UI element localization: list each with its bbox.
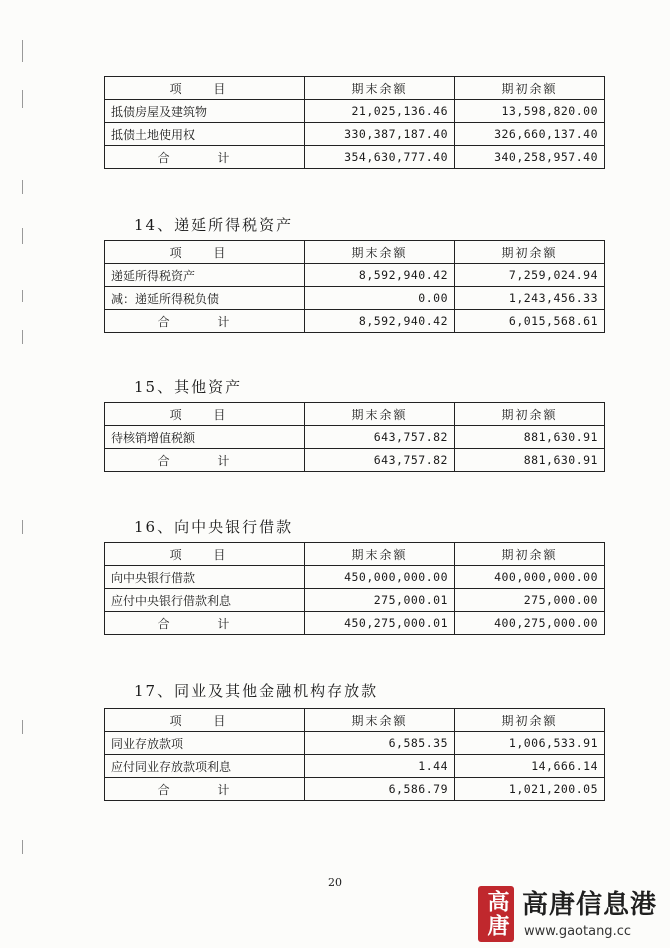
total-row [105, 146, 605, 169]
total-row [105, 310, 605, 333]
total-row [105, 612, 605, 635]
section-14-title: 14、递延所得税资产 [134, 216, 294, 234]
total-end: 6,586.79 [305, 778, 455, 801]
row-label: 抵债房屋及建筑物 [105, 100, 305, 123]
binding-mark [22, 180, 29, 194]
row-label: 递延所得税资产 [105, 264, 305, 287]
table-row [105, 100, 605, 123]
table-row [105, 123, 605, 146]
total-row [105, 449, 605, 472]
central-bank-borrowing-table [104, 542, 605, 635]
total-end: 643,757.82 [305, 449, 455, 472]
binding-mark [22, 840, 29, 854]
table-row [105, 566, 605, 589]
table-header-row [105, 77, 605, 100]
total-begin: 340,258,957.40 [455, 146, 605, 169]
row-end: 330,387,187.40 [305, 123, 455, 146]
total-end: 450,275,000.01 [305, 612, 455, 635]
row-end: 21,025,136.46 [305, 100, 455, 123]
total-end: 354,630,777.40 [305, 146, 455, 169]
other-assets-table [104, 402, 605, 472]
header-end-balance: 期末余额 [305, 403, 455, 426]
header-begin-balance: 期初余额 [455, 77, 605, 100]
row-end: 0.00 [305, 287, 455, 310]
foreclosed-assets-table [104, 76, 605, 169]
section-16-title: 16、向中央银行借款 [134, 518, 294, 536]
total-begin: 6,015,568.61 [455, 310, 605, 333]
total-label: 合 计 [105, 449, 305, 472]
row-begin: 326,660,137.40 [455, 123, 605, 146]
row-label: 抵债土地使用权 [105, 123, 305, 146]
total-begin: 1,021,200.05 [455, 778, 605, 801]
table-header-row [105, 241, 605, 264]
seal-text: 高唐 [484, 890, 509, 938]
total-end: 8,592,940.42 [305, 310, 455, 333]
deferred-tax-table [104, 240, 605, 333]
binding-mark [22, 40, 29, 62]
binding-mark [22, 90, 29, 108]
header-end-balance: 期末余额 [305, 77, 455, 100]
header-begin-balance: 期初余额 [455, 543, 605, 566]
header-end-balance: 期末余额 [305, 543, 455, 566]
table-row [105, 426, 605, 449]
header-item: 项 目 [105, 403, 305, 426]
table-header-row [105, 709, 605, 732]
table-row [105, 755, 605, 778]
header-begin-balance: 期初余额 [455, 241, 605, 264]
site-watermark [478, 884, 668, 946]
row-label: 向中央银行借款 [105, 566, 305, 589]
total-label: 合 计 [105, 612, 305, 635]
header-begin-balance: 期初余额 [455, 709, 605, 732]
header-begin-balance: 期初余额 [455, 403, 605, 426]
binding-mark [22, 720, 29, 734]
watermark-url: www.gaotang.cc [524, 924, 631, 939]
binding-mark [22, 520, 29, 534]
table-row [105, 732, 605, 755]
header-item: 项 目 [105, 709, 305, 732]
total-row [105, 778, 605, 801]
total-label: 合 计 [105, 778, 305, 801]
row-end: 1.44 [305, 755, 455, 778]
row-begin: 13,598,820.00 [455, 100, 605, 123]
total-begin: 881,630.91 [455, 449, 605, 472]
total-label: 合 计 [105, 146, 305, 169]
row-begin: 881,630.91 [455, 426, 605, 449]
row-begin: 1,243,456.33 [455, 287, 605, 310]
table-row [105, 589, 605, 612]
row-label: 应付同业存放款项利息 [105, 755, 305, 778]
total-label: 合 计 [105, 310, 305, 333]
section-15-title: 15、其他资产 [134, 378, 243, 396]
total-begin: 400,275,000.00 [455, 612, 605, 635]
row-begin: 1,006,533.91 [455, 732, 605, 755]
row-end: 643,757.82 [305, 426, 455, 449]
header-end-balance: 期末余额 [305, 709, 455, 732]
binding-mark [22, 228, 29, 244]
header-item: 项 目 [105, 77, 305, 100]
row-begin: 400,000,000.00 [455, 566, 605, 589]
interbank-deposits-table [104, 708, 605, 801]
row-label: 减：递延所得税负债 [105, 287, 305, 310]
table-row [105, 287, 605, 310]
row-begin: 275,000.00 [455, 589, 605, 612]
binding-mark [22, 290, 29, 302]
row-end: 8,592,940.42 [305, 264, 455, 287]
table-header-row [105, 543, 605, 566]
row-end: 6,585.35 [305, 732, 455, 755]
page-number: 20 [328, 876, 342, 889]
binding-mark [22, 330, 29, 344]
table-header-row [105, 403, 605, 426]
row-label: 应付中央银行借款利息 [105, 589, 305, 612]
row-begin: 14,666.14 [455, 755, 605, 778]
row-end: 450,000,000.00 [305, 566, 455, 589]
row-label: 同业存放款项 [105, 732, 305, 755]
row-begin: 7,259,024.94 [455, 264, 605, 287]
section-17-title: 17、同业及其他金融机构存放款 [134, 682, 379, 700]
seal-logo [478, 886, 514, 942]
row-label: 待核销增值税额 [105, 426, 305, 449]
header-item: 项 目 [105, 543, 305, 566]
watermark-name: 高唐信息港 [522, 890, 658, 920]
header-item: 项 目 [105, 241, 305, 264]
header-end-balance: 期末余额 [305, 241, 455, 264]
table-row [105, 264, 605, 287]
row-end: 275,000.01 [305, 589, 455, 612]
